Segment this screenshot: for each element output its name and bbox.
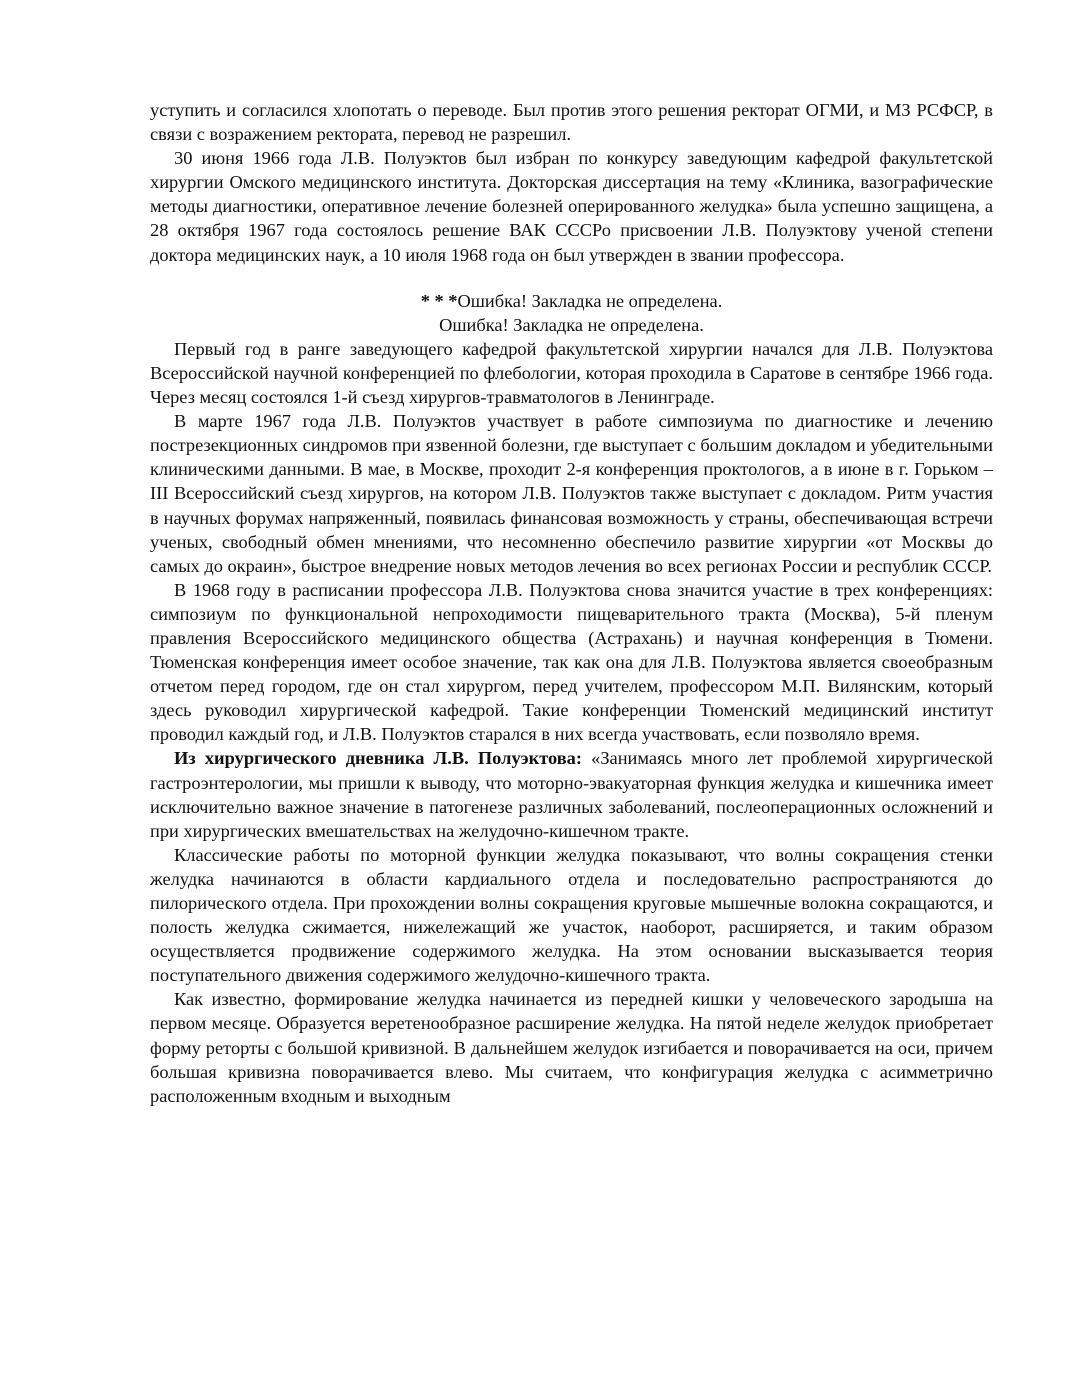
paragraph-election-1966: 30 июня 1966 года Л.В. Полуэктов был избран по конкурсу заведующим кафедрой факультетской хирургии Омского медицинского института. Докторская диссертация на тему «Клиника, вазографические методы диагностики, оперативное лечение болезней оперированного желудка» была успешно защищена, а 28 октября 1967 года состоялось решение ВАК СССРо присвоении Л.В. Полуэктову ученой степени доктора медицинских наук, а 10 июля 1968 года он был утвержден в звании профессора. bbox=[150, 148, 993, 265]
paragraph-transfer: уступить и согласился хлопотать о переводе. Был против этого решения ректорат ОГМИ, и МЗ РСФСР, в связи с возражением ректората, перевод не разрешил. bbox=[150, 100, 993, 145]
paragraph-motor-function: Классические работы по моторной функции желудка показывают, что волны сокращения стенки желудка начинаются в области кардиального отдела и последовательно распространяются до пилорического отдела. При прохождении волны сокращения круговые мышечные волокна сокращаются, и полость желудка сжимается, нижележащий же участок, наоборот, расширяется, и таким образом осуществляется продвижение содержимого желудка. На этом основании высказывается теория поступательного движения содержимого желудочно-кишечного тракта. bbox=[150, 844, 993, 986]
paragraph-march-1967: В марте 1967 года Л.В. Полуэктов участвует в работе симпозиума по диагностике и лечению пострезекционных синдромов при язвенной болезни, где выступает с большим докладом и убедительными клиническими данными. В мае, в Москве, проходит 2-я конференция проктологов, а в июне в г. Горьком – III Всероссийский съезд хирургов, на котором Л.В. Полуэктов также выступает с докладом. Ритм участия в научных форумах напряженный, появилась финансовая возможность у страны, обеспечивающая встречи ученых, свободный обмен мнениями, что несомненно обеспечило развитие хирургии «от Москвы до самых до окраин», быстрое внедрение новых методов лечения во всех регионах России и республик СССР. bbox=[150, 411, 993, 576]
bookmark-error-2: Ошибка! Закладка не определена. bbox=[439, 314, 704, 335]
paragraph-first-year: Первый год в ранге заведующего кафедрой факультетской хирургии начался для Л.В. Полуэктова Всероссийской научной конференцией по флебологии, которая проходила в Саратове в сентябре 1966 года. Через месяц состоялся 1-й съезд хирургов-травматологов в Ленинграде. bbox=[150, 338, 993, 408]
paragraph-diary bbox=[150, 746, 993, 842]
bookmark-error-1: Ошибка! Закладка не определена. bbox=[457, 290, 723, 311]
diary-text: «Занимаясь много лет проблемой хирургической гастроэнтерологии, мы пришли к выводу, что моторно-эвакуаторная функция желудка и кишечника имеет исключительно важное значение в патогенезе различных заболеваний, послеоперационных осложнений и при хирургических вмешательствах на желудочно-кишечном тракте. bbox=[150, 748, 994, 841]
paragraph-1968-conferences: В 1968 году в расписании профессора Л.В. Полуэктова снова значится участие в трех конференциях: симпозиум по функциональной непроходимости пищеварительного тракта (Москва), 5-й пленум правления Всероссийского медицинского общества (Астрахань) и научная конференция в Тюмени. Тюменская конференция имеет особое значение, так как она для Л.В. Полуэктова является своеобразным отчетом перед городом, где он стал хирургом, перед учителем, профессором М.П. Вилянским, который здесь руководил хирургической кафедрой. Такие конференции Тюменский медицинский институт проводил каждый год, и Л.В. Полуэктов старался в них всегда участвовать, если позволяло время. bbox=[150, 579, 993, 745]
diary-lead: Из хирургического дневника Л.В. Полуэктова: bbox=[174, 748, 582, 769]
document-page bbox=[150, 98, 993, 1108]
section-separator bbox=[150, 289, 993, 313]
separator-stars: * * * bbox=[420, 290, 458, 311]
paragraph-stomach-formation: Как известно, формирование желудка начинается из передней кишки у человеческого зародыша на первом месяце. Образуется веретенообразное расширение желудка. На пятой неделе желудок приобретает форму реторты с большой кривизной. В дальнейшем желудок изгибается и поворачивается на оси, причем большая кривизна поворачивается влево. Мы считаем, что конфигурация желудка с асимметрично расположенным входным и выходным bbox=[150, 989, 993, 1106]
